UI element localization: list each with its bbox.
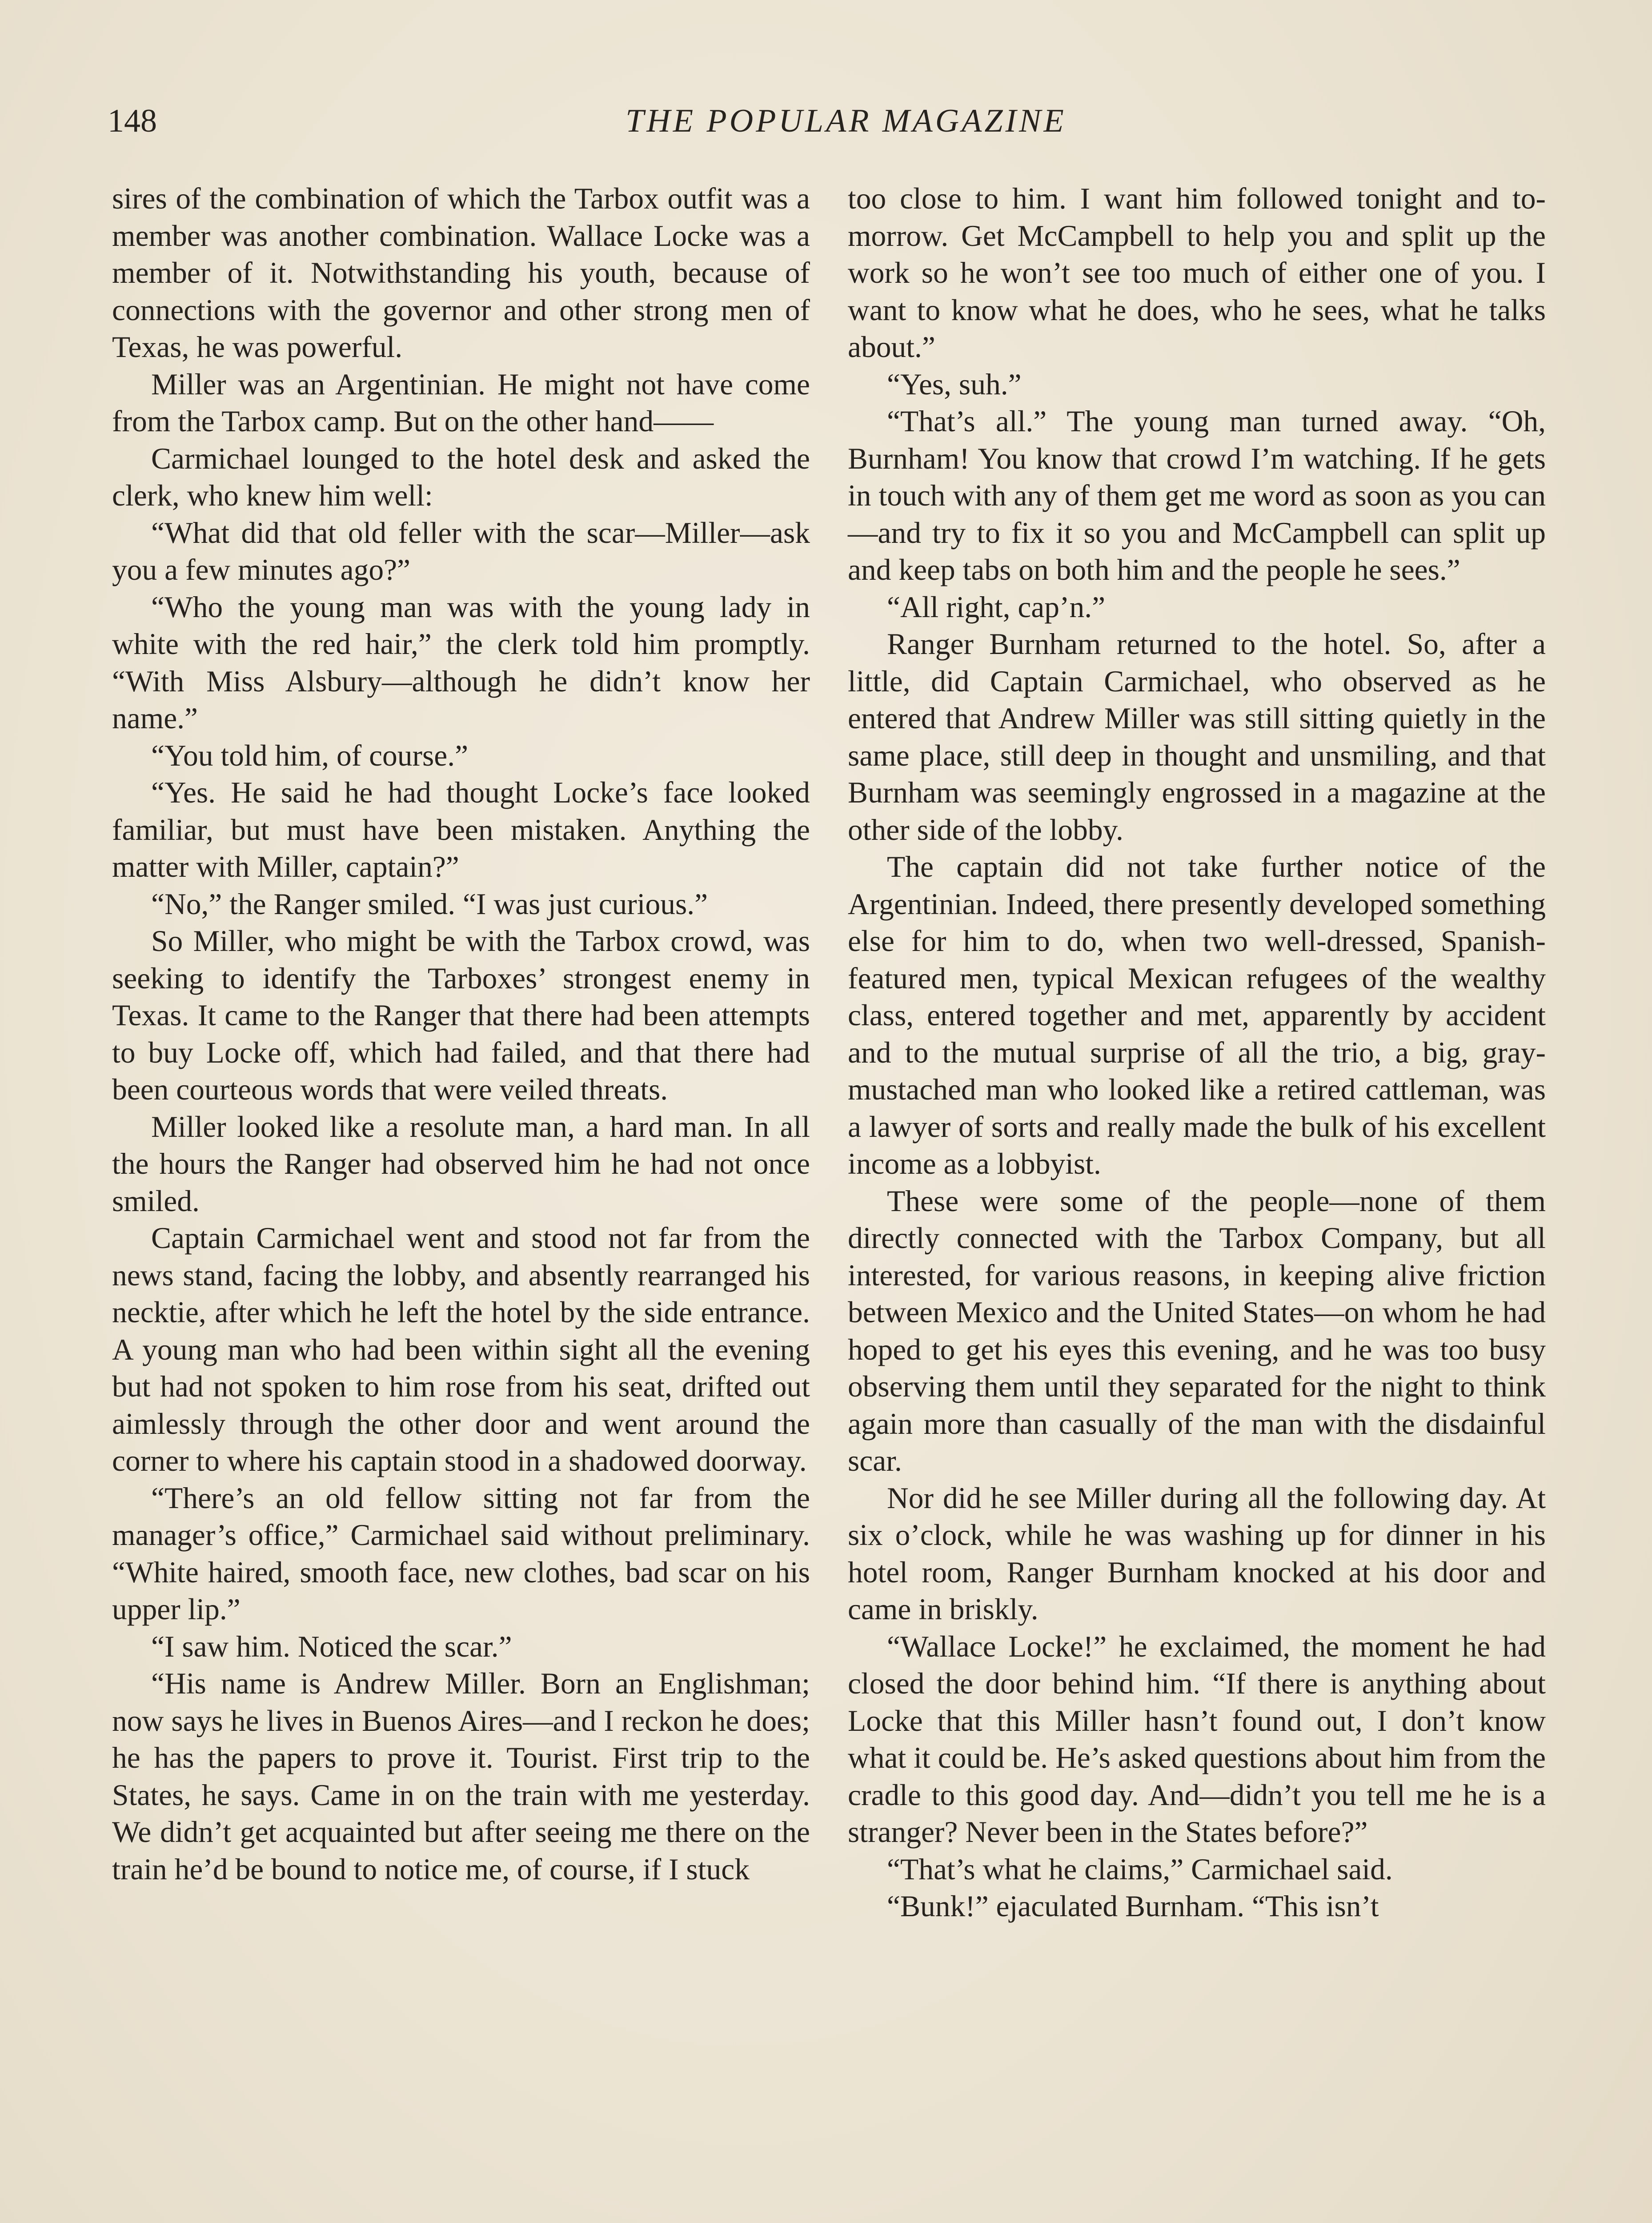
paragraph: These were some of the people—none of them directly connected with the Tarbox Company, but all interested, for various reasons, in keeping alive friction between Mexico and the United States—on whom he had hoped to get his eyes this evening, and he was too busy observing them until they separated for the night to think again more than casually of the man with the disdainful scar.	[848, 1184, 1546, 1477]
paragraph: Carmichael lounged to the hotel desk and asked the clerk, who knew him well:	[112, 441, 810, 512]
paragraph: too close to him. I want him followed tonight and to-morrow. Get McCampbell to help you and split up the work so he won’t see too much of either one of you. I want to know what he does, who he sees, what he talks about.”	[848, 182, 1546, 364]
paragraph: “That’s what he claims,” Carmichael said.	[887, 1852, 1393, 1886]
page-header	[108, 94, 1544, 148]
paragraph: “You told him, of course.”	[151, 738, 469, 772]
paragraph: “That’s all.” The young man turned away. “Oh, Burnham! You know that crowd I’m watching. If he gets in touch with any of them get me word as soon as you can—and try to fix it so you and McCampbell can split up and keep tabs on both him and the people he sees.”	[848, 405, 1546, 586]
paragraph: So Miller, who might be with the Tarbox crowd, was seeking to identify the Tarboxes’ strongest enemy in Texas. It came to the Ranger that there had been attempts to buy Locke off, which had failed, and that there had been courteous words that were veiled threats.	[112, 924, 810, 1106]
paragraph: Ranger Burnham returned to the hotel. So, after a little, did Captain Carmichael, who observed as he entered that Andrew Miller was still sitting quietly in the same place, still deep in thought and unsmiling, and that Burnham was seemingly engrossed in a magazine at the other side of the lobby.	[848, 627, 1546, 847]
paragraph: “Who the young man was with the young lady in white with the red hair,” the clerk told him promptly. “With Miss Alsbury—although he didn’t know her name.”	[112, 590, 810, 735]
paragraph: Nor did he see Miller during all the following day. At six o’clock, while he was washing up for dinner in his hotel room, Ranger Burnham knocked at his door and came in briskly.	[848, 1481, 1546, 1626]
running-title: THE POPULAR MAGAZINE	[626, 103, 1067, 139]
paragraph: “His name is Andrew Miller. Born an Englishman; now says he lives in Buenos Aires—and I reckon he does; he has the papers to prove it. Tourist. First trip to the States, he says. Came in on the train with me yesterday. We didn’t get acquainted but after seeing me there on the train he’d be bound to notice me, of course, if I stuck	[112, 1667, 810, 1886]
paragraph: Miller looked like a resolute man, a hard man. In all the hours the Ranger had observed him he had not once smiled.	[112, 1110, 810, 1218]
paragraph: sires of the combination of which the Tarbox outfit was a member was another combination. Wallace Locke was a member of it. Notwithstanding his youth, because of connections with the governor and other strong men of Texas, he was powerful.	[112, 182, 810, 364]
paragraph: “I saw him. Noticed the scar.”	[151, 1629, 512, 1663]
paragraph: “Yes, suh.”	[887, 367, 1022, 401]
paragraph: “No,” the Ranger smiled. “I was just curious.”	[151, 887, 708, 921]
left-column	[112, 180, 810, 1888]
paragraph: “All right, cap’n.”	[887, 590, 1106, 624]
paragraph: “What did that old feller with the scar—Miller—ask you a few minutes ago?”	[112, 516, 810, 586]
paragraph: “Wallace Locke!” he exclaimed, the moment he had closed the door behind him. “If there is anything about Locke that this Miller hasn’t found out, I don’t know what it could be. He’s asked questions about him from the cradle to this good day. And—didn’t you tell me he is a stranger? Never been in the States before?”	[848, 1629, 1546, 1849]
paragraph: Captain Carmichael went and stood not far from the news stand, facing the lobby, and absently rearranged his necktie, after which he left the hotel by the side entrance. A young man who had been within sight all the evening but had not spoken to him rose from his seat, drifted out aimlessly through the other door and went around the corner to where his captain stood in a shadowed doorway.	[112, 1221, 810, 1477]
paragraph: “Bunk!” ejaculated Burnham. “This isn’t	[887, 1890, 1379, 1923]
page-number: 148	[108, 103, 157, 139]
paragraph: The captain did not take further notice of the Argentinian. Indeed, there presently developed something else for him to do, when two well-dressed, Spanish-featured men, typical Mexican refugees of the wealthy class, entered together and met, apparently by accident and to the mutual surprise of all the trio, a big, gray-mustached man who looked like a retired cattleman, was a lawyer of sorts and really made the bulk of his excellent income as a lobbyist.	[848, 850, 1546, 1180]
paragraph: “Yes. He said he had thought Locke’s face looked familiar, but must have been mistaken. Anything the matter with Miller, captain?”	[112, 776, 810, 883]
right-column	[848, 180, 1546, 1925]
paragraph: Miller was an Argentinian. He might not have come from the Tarbox camp. But on the other hand——	[112, 367, 810, 438]
paragraph: “There’s an old fellow sitting not far from the manager’s office,” Carmichael said without preliminary. “White haired, smooth face, new clothes, bad scar on his upper lip.”	[112, 1481, 810, 1626]
